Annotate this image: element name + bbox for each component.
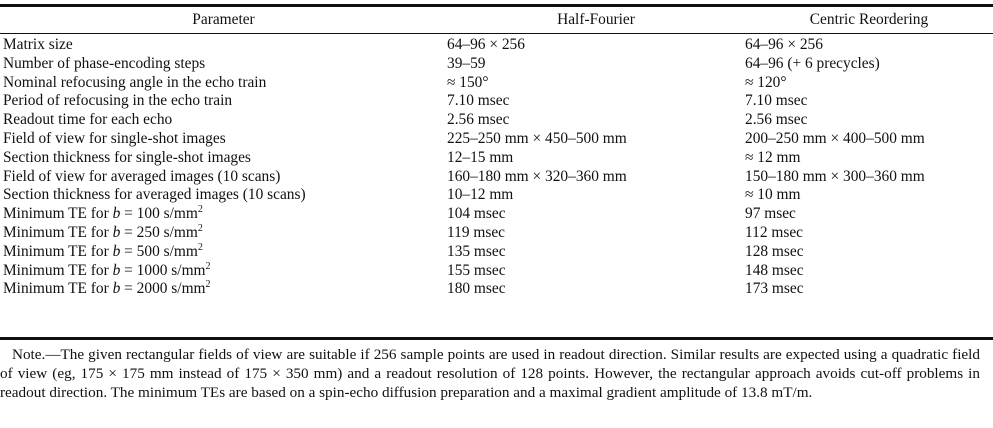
parameter-cell xyxy=(0,186,447,205)
half-fourier-cell: 104 msec xyxy=(447,205,506,223)
unit-exponent: 2 xyxy=(205,279,211,291)
half-fourier-cell: 180 msec xyxy=(447,280,506,298)
table-row xyxy=(0,224,993,243)
centric-reordering-cell: 128 msec xyxy=(745,242,804,260)
half-fourier-cell: 225–250 mm × 450–500 mm xyxy=(447,129,627,147)
b-symbol: b xyxy=(112,242,121,260)
half-fourier-cell: 135 msec xyxy=(447,242,506,260)
parameter-value-text: = 100 s/mm xyxy=(120,205,198,223)
parameter-cell xyxy=(0,130,447,149)
parameter-cell xyxy=(0,74,447,93)
parameter-value-text: = 250 s/mm xyxy=(120,223,198,241)
centric-reordering-cell: 112 msec xyxy=(745,223,803,241)
centric-reordering-cell: 173 msec xyxy=(745,280,804,298)
unit-exponent: 2 xyxy=(197,241,203,253)
b-symbol: b xyxy=(112,261,121,279)
centric-reordering-cell: 64–96 (+ 6 precycles) xyxy=(745,54,880,72)
parameter-cell xyxy=(0,262,447,281)
b-symbol: b xyxy=(112,223,121,241)
b-symbol: b xyxy=(112,205,121,223)
b-symbol: b xyxy=(112,280,121,298)
parameter-text: Minimum TE for xyxy=(3,242,113,260)
half-fourier-cell: 64–96 × 256 xyxy=(447,36,525,53)
centric-reordering-cell: ≈ 12 mm xyxy=(745,148,801,166)
half-fourier-cell: 10–12 mm xyxy=(447,186,514,204)
parameter-value-text: = 2000 s/mm xyxy=(120,280,206,298)
parameter-value-text: = 500 s/mm xyxy=(120,242,198,260)
centric-reordering-cell: ≈ 120° xyxy=(745,73,787,91)
parameter-text: Matrix size xyxy=(3,36,73,53)
parameter-text: Period of refocusing in the echo train xyxy=(3,92,233,110)
parameter-cell xyxy=(0,111,447,130)
half-fourier-cell: 2.56 msec xyxy=(447,111,510,129)
header-row xyxy=(0,7,993,33)
centric-reordering-cell: 64–96 × 256 xyxy=(745,36,823,53)
parameter-text: Minimum TE for xyxy=(3,223,113,241)
unit-exponent: 2 xyxy=(197,204,203,216)
header-parameter: Parameter xyxy=(192,10,255,28)
parameter-cell xyxy=(0,33,447,55)
centric-reordering-cell: 2.56 msec xyxy=(745,111,808,129)
half-fourier-cell: 39–59 xyxy=(447,54,486,72)
table-row xyxy=(0,168,993,187)
half-fourier-cell: ≈ 150° xyxy=(447,73,489,91)
parameter-cell xyxy=(0,55,447,74)
parameter-text: Nominal refocusing angle in the echo train xyxy=(3,73,267,91)
centric-reordering-cell: ≈ 10 mm xyxy=(745,186,801,204)
parameter-cell xyxy=(0,243,447,262)
parameter-text: Field of view for single-shot images xyxy=(3,129,226,147)
parameter-cell xyxy=(0,168,447,187)
table-row xyxy=(0,111,993,130)
parameter-text: Number of phase-encoding steps xyxy=(3,54,206,72)
table-row xyxy=(0,55,993,74)
half-fourier-cell: 155 msec xyxy=(447,261,506,279)
centric-reordering-cell: 200–250 mm × 400–500 mm xyxy=(745,129,925,147)
parameter-cell xyxy=(0,224,447,243)
table-row xyxy=(0,33,993,55)
centric-reordering-cell: 7.10 msec xyxy=(745,92,808,110)
bottom-rule xyxy=(0,337,993,340)
parameter-cell xyxy=(0,205,447,224)
half-fourier-cell: 119 msec xyxy=(447,223,505,241)
half-fourier-cell: 160–180 mm × 320–360 mm xyxy=(447,167,627,185)
half-fourier-cell: 7.10 msec xyxy=(447,92,510,110)
parameter-cell xyxy=(0,280,447,299)
table-row xyxy=(0,262,993,281)
header-centric-reordering: Centric Reordering xyxy=(809,10,929,28)
table-row xyxy=(0,92,993,111)
table-row xyxy=(0,280,993,299)
centric-reordering-cell: 97 msec xyxy=(745,205,796,223)
parameter-text: Minimum TE for xyxy=(3,280,113,298)
table-row xyxy=(0,149,993,168)
parameter-cell xyxy=(0,92,447,111)
table-row xyxy=(0,186,993,205)
parameter-text: Field of view for averaged images (10 scans) xyxy=(3,167,281,185)
parameters-table xyxy=(0,7,993,299)
parameter-text: Section thickness for single-shot images xyxy=(3,148,251,166)
parameter-text: Section thickness for averaged images (10 scans) xyxy=(3,186,306,204)
table-row xyxy=(0,243,993,262)
table-row xyxy=(0,205,993,224)
parameter-text: Readout time for each echo xyxy=(3,111,173,129)
parameter-cell xyxy=(0,149,447,168)
parameter-value-text: = 1000 s/mm xyxy=(120,261,206,279)
table-note: Note.—The given rectangular fields of view are suitable if 256 sample points are used in readout direction. Similar results are expected using a quadratic field of view (eg, 175 × 175 mm instead of 175 × 350 mm) and a readout resolution of 128 points. However, the rectangular approach avoids cut-off problems in readout direction. The minimum TEs are based on a spin-echo diffusion preparation and a maximal gradient amplitude of 13.8 mT/m. xyxy=(0,346,980,402)
header-half-fourier: Half-Fourier xyxy=(557,10,635,28)
table-row xyxy=(0,74,993,93)
unit-exponent: 2 xyxy=(205,260,211,272)
half-fourier-cell: 12–15 mm xyxy=(447,148,514,166)
centric-reordering-cell: 150–180 mm × 300–360 mm xyxy=(745,167,925,185)
table-row xyxy=(0,130,993,149)
parameter-text: Minimum TE for xyxy=(3,205,113,223)
parameter-text: Minimum TE for xyxy=(3,261,113,279)
centric-reordering-cell: 148 msec xyxy=(745,261,804,279)
unit-exponent: 2 xyxy=(197,222,203,234)
